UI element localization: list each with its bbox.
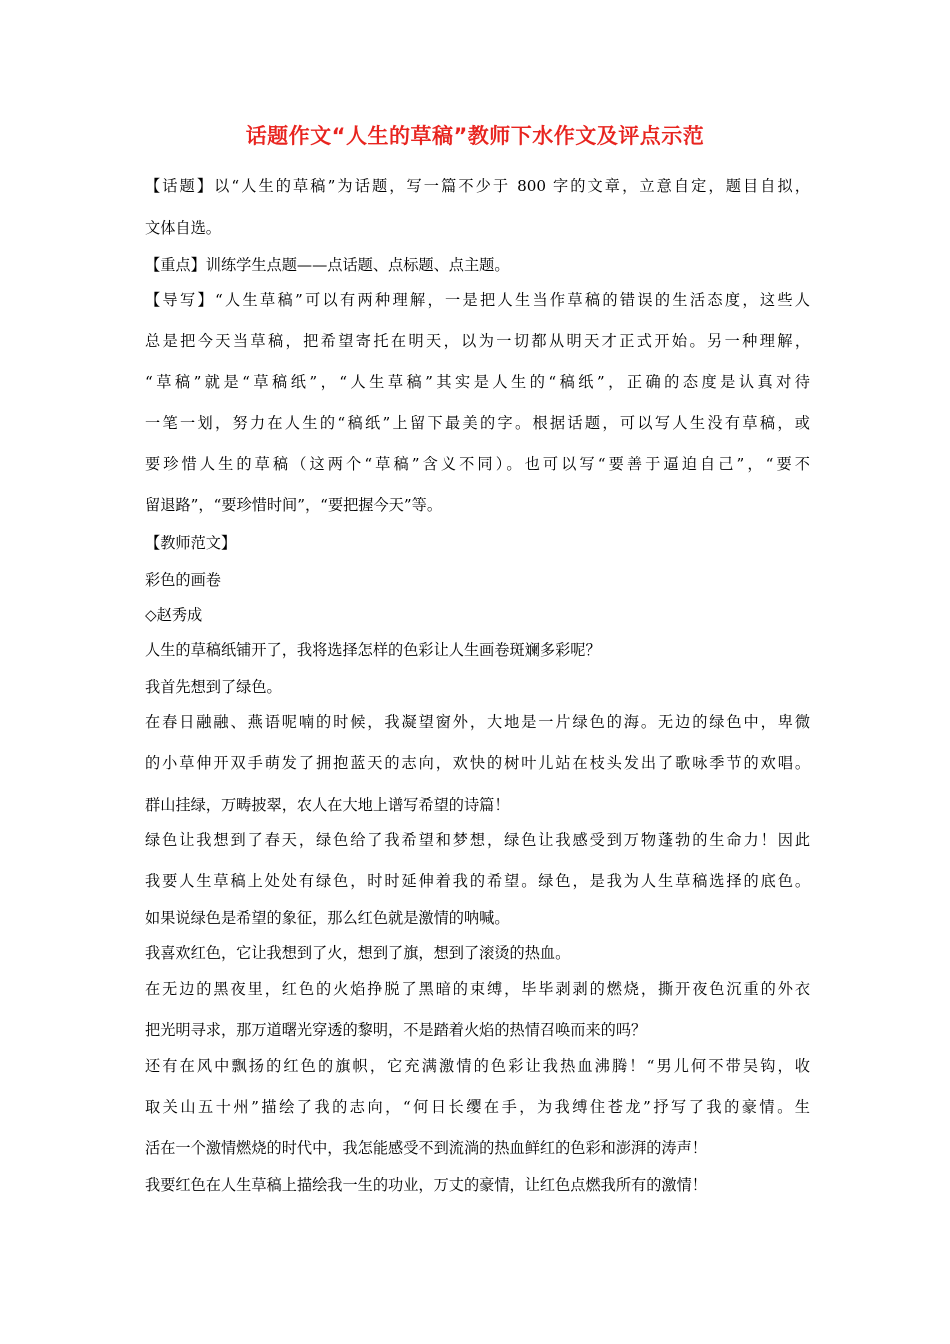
text-line: 把光明寻求，那万道曙光穿透的黎明，不是踏着火焰的热情召唤而来的吗？ xyxy=(145,1021,647,1039)
text-line: 如果说绿色是希望的象征，那么红色就是激情的呐喊。 xyxy=(145,909,510,927)
text-line: 我首先想到了绿色。 xyxy=(145,678,282,696)
text-line: 人生的草稿纸铺开了，我将选择怎样的色彩让人生画卷斑斓多彩呢？ xyxy=(145,641,601,659)
section-heading: 【教师范文】 xyxy=(145,534,237,552)
essay-author: ◇赵秀成 xyxy=(145,606,203,624)
text-line: 我要人生草稿上处处有绿色，时时延伸着我的希望。绿色，是我为人生草稿选择的底色。 xyxy=(145,872,810,890)
text-line: 还有在风中飘扬的红色的旗帜，它充满激情的色彩让我热血沸腾！“男儿何不带吴钩，收 xyxy=(145,1057,810,1075)
text-line: 总是把今天当草稿，把希望寄托在明天，以为一切都从明天才正式开始。另一种理解， xyxy=(145,332,810,350)
text-line: 【话题】以“人生的草稿”为话题，写一篇不少于 800 字的文章，立意自定，题目自拟， xyxy=(145,177,810,195)
text-line: “草稿”就是“草稿纸”，“人生草稿”其实是人生的“稿纸”，正确的态度是认真对待 xyxy=(145,373,810,391)
text-line: 群山挂绿，万畴披翠，农人在大地上谱写希望的诗篇！ xyxy=(145,796,510,814)
text-line: 留退路”，“要珍惜时间”，“要把握今天”等。 xyxy=(145,496,443,514)
text-line: 取关山五十州”描绘了我的志向，“何日长缨在手，为我缚住苍龙”抒写了我的豪情。生 xyxy=(145,1098,810,1116)
text-line: 【导写】“人生草稿”可以有两种理解，一是把人生当作草稿的错误的生活态度，这些人 xyxy=(145,291,810,309)
text-line: 绿色让我想到了春天，绿色给了我希望和梦想，绿色让我感受到万物蓬勃的生命力！因此 xyxy=(145,831,810,849)
text-line: 在无边的黑夜里，红色的火焰挣脱了黑暗的束缚，毕毕剥剥的燃烧，撕开夜色沉重的外衣 xyxy=(145,980,810,998)
text-line: 【重点】训练学生点题——点话题、点标题、点主题。 xyxy=(145,256,510,274)
text-line: 文体自选。 xyxy=(145,219,221,237)
text-line: 要珍惜人生的草稿（这两个“草稿”含义不同）。也可以写“要善于逼迫自己”，“要不 xyxy=(145,455,810,473)
text-line: 在春日融融、燕语呢喃的时候，我凝望窗外，大地是一片绿色的海。无边的绿色中，卑微 xyxy=(145,713,810,731)
text-line: 的小草伸开双手萌发了拥抱蓝天的志向，欢快的树叶儿站在枝头发出了歌咏季节的欢唱。 xyxy=(145,754,810,772)
text-line: 活在一个激情燃烧的时代中，我怎能感受不到流淌的热血鲜红的色彩和澎湃的涛声！ xyxy=(145,1139,707,1157)
text-line: 一笔一划，努力在人生的“稿纸”上留下最美的字。根据话题，可以写人生没有草稿，或 xyxy=(145,414,810,432)
document-title: 话题作文“人生的草稿”教师下水作文及评点示范 xyxy=(245,124,705,148)
text-line: 我要红色在人生草稿上描绘我一生的功业，万丈的豪情，让红色点燃我所有的激情！ xyxy=(145,1176,707,1194)
essay-title: 彩色的画卷 xyxy=(145,571,221,589)
text-line: 我喜欢红色，它让我想到了火，想到了旗，想到了滚烫的热血。 xyxy=(145,944,571,962)
